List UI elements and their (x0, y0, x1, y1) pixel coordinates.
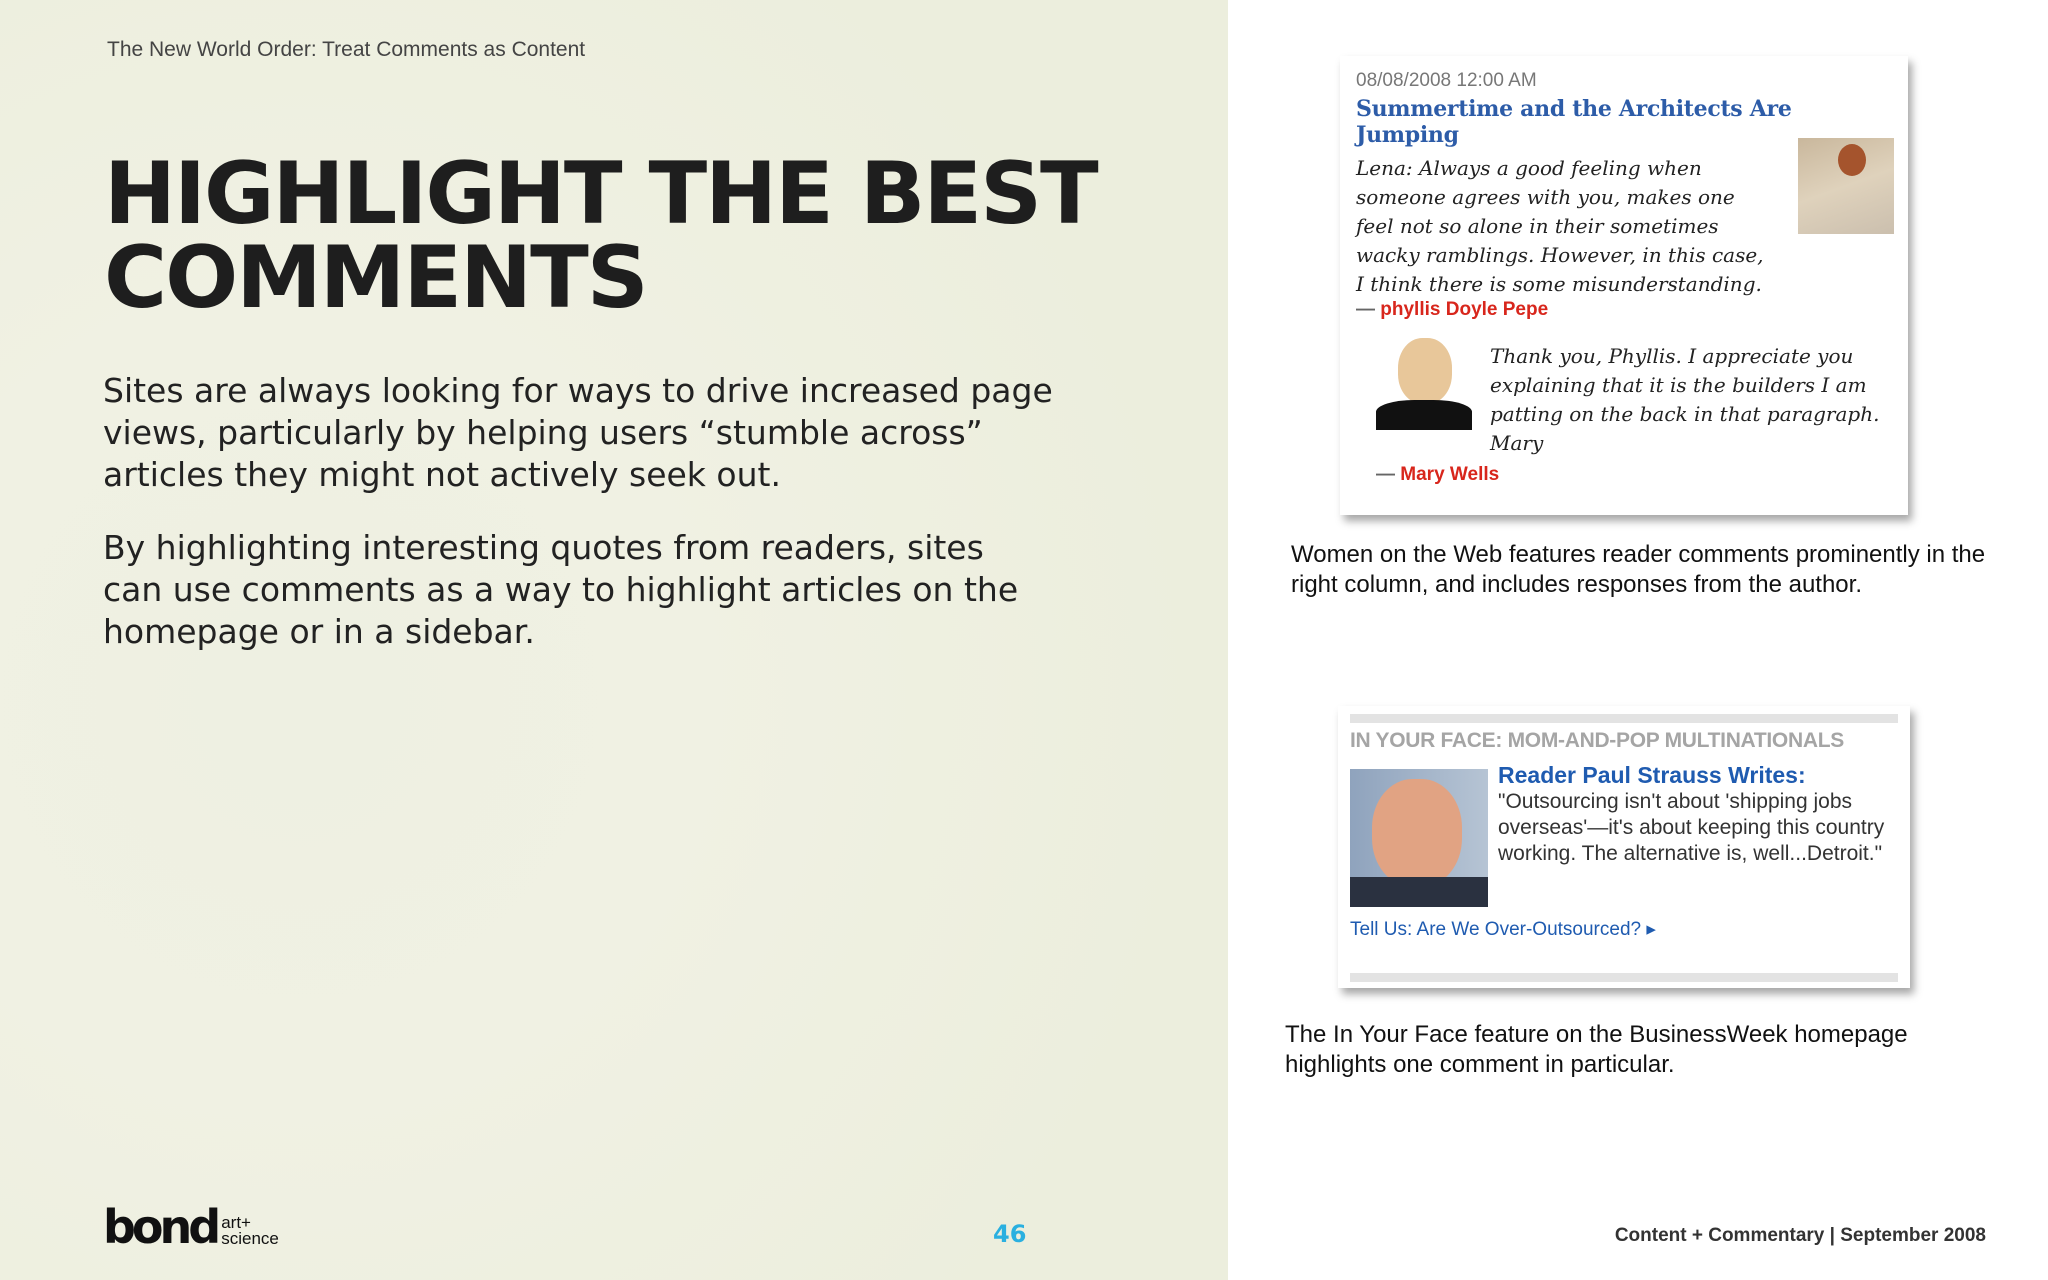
reader-comment: Lena: Always a good feeling when someone agrees with you, makes one feel not so alone in their sometimes wacky ramblings. However, in this case, I think there is some misunderstanding. (1356, 156, 1764, 296)
businessweek-screenshot (1338, 706, 1910, 988)
author-reply: Thank you, Phyllis. I appreciate you explaining that it is the builders I am patting on the back in that paragraph. Mary (1490, 344, 1880, 455)
title-line: COMMENTS (104, 228, 647, 328)
reader-photo (1350, 769, 1488, 907)
logo-sub: art+ (221, 1213, 251, 1232)
divider (1350, 714, 1898, 723)
body-paragraph: By highlighting interesting quotes from readers, sites can use comments as a way to highlight articles on the homepage or in a sidebar. (103, 528, 1019, 651)
caption: Women on the Web features reader comments prominently in the right column, and includes responses from the author. (1291, 541, 1986, 598)
caption: The In Your Face feature on the BusinessWeek homepage highlights one comment in particular. (1285, 1021, 1908, 1078)
divider (1350, 973, 1898, 982)
logo-sub: science (221, 1229, 279, 1248)
dash: — (1356, 299, 1375, 320)
section-title: IN YOUR FACE: MOM-AND-POP MULTINATIONALS (1350, 729, 1844, 752)
article-headline: Summertime and the Architects Are Jumping (1356, 96, 1792, 148)
tell-us-link[interactable]: Tell Us: Are We Over-Outsourced? ▸ (1350, 919, 1656, 940)
page-number: 46 (993, 1220, 1027, 1248)
reader-quote: "Outsourcing isn't about 'shipping jobs overseas'—it's about keeping this country working. The alternative is, well...Detroit." (1498, 790, 1885, 865)
author-avatar (1376, 334, 1472, 430)
reader-heading: Reader Paul Strauss Writes: (1498, 762, 1806, 788)
section-header: The New World Order: Treat Comments as Content (107, 38, 586, 61)
logo-main: bond (103, 1200, 218, 1254)
body-paragraph: Sites are always looking for ways to drive increased page views, particularly by helping users “stumble across” articles they might not actively seek out. (103, 371, 1053, 494)
comment-date: 08/08/2008 12:00 AM (1356, 70, 1537, 91)
commenter-avatar (1798, 138, 1894, 234)
dash: — (1376, 464, 1395, 485)
women-on-web-screenshot (1340, 56, 1908, 515)
reply-author: Mary Wells (1400, 464, 1500, 485)
footer-text: Content + Commentary | September 2008 (1614, 1225, 1986, 1246)
comment-author: phyllis Doyle Pepe (1380, 299, 1549, 320)
title-line: HIGHLIGHT THE BEST (104, 144, 1097, 244)
page-title (104, 144, 1097, 328)
bond-logo (103, 1200, 279, 1254)
